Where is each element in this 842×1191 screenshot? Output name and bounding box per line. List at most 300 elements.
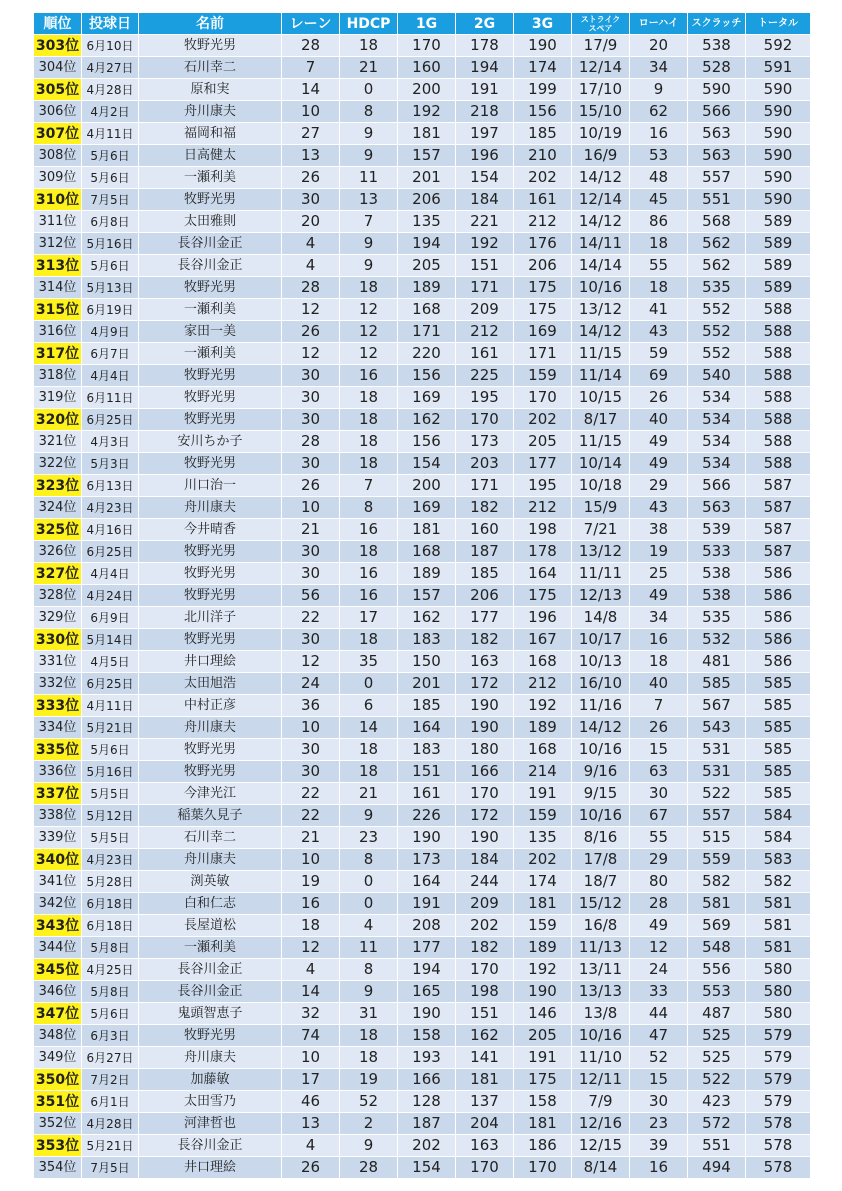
table-row	[34, 1025, 811, 1047]
total-cell: 588	[746, 387, 811, 409]
game1-cell: 201	[398, 167, 456, 189]
header-strike-spare	[572, 13, 630, 35]
hdcp-cell: 7	[340, 211, 398, 233]
low-high-cell: 49	[630, 453, 688, 475]
total-cell: 588	[746, 321, 811, 343]
game3-cell: 212	[514, 673, 572, 695]
table-row	[34, 233, 811, 255]
game1-cell: 169	[398, 387, 456, 409]
date-cell: 4月11日	[82, 695, 139, 717]
total-cell: 585	[746, 673, 811, 695]
table-row	[34, 1113, 811, 1135]
scratch-cell: 538	[688, 585, 746, 607]
rank-cell: 310位	[34, 189, 82, 211]
strike-spare-cell: 16/8	[572, 915, 630, 937]
low-high-cell: 69	[630, 365, 688, 387]
table-row	[34, 123, 811, 145]
table-row	[34, 453, 811, 475]
date-cell: 6月18日	[82, 915, 139, 937]
date-cell: 4月11日	[82, 123, 139, 145]
rank-cell: 314位	[34, 277, 82, 299]
name-cell: 牧野光男	[139, 629, 282, 651]
scratch-cell: 548	[688, 937, 746, 959]
date-cell: 7月2日	[82, 1069, 139, 1091]
lane-cell: 21	[282, 827, 340, 849]
date-cell: 5月6日	[82, 1003, 139, 1025]
hdcp-cell: 12	[340, 321, 398, 343]
total-cell: 587	[746, 541, 811, 563]
game1-cell: 162	[398, 607, 456, 629]
date-cell: 5月8日	[82, 981, 139, 1003]
total-cell: 587	[746, 519, 811, 541]
date-cell: 6月3日	[82, 1025, 139, 1047]
strike-spare-cell: 12/14	[572, 57, 630, 79]
game2-cell: 182	[456, 497, 514, 519]
rank-cell: 315位	[34, 299, 82, 321]
lane-cell: 30	[282, 563, 340, 585]
game3-cell: 212	[514, 497, 572, 519]
name-cell: 牧野光男	[139, 365, 282, 387]
lane-cell: 28	[282, 277, 340, 299]
lane-cell: 46	[282, 1091, 340, 1113]
lane-cell: 28	[282, 35, 340, 57]
hdcp-cell: 18	[340, 431, 398, 453]
total-cell: 584	[746, 827, 811, 849]
date-cell: 6月8日	[82, 211, 139, 233]
name-cell: 牧野光男	[139, 761, 282, 783]
rank-cell: 341位	[34, 871, 82, 893]
table-row	[34, 893, 811, 915]
game2-cell: 194	[456, 57, 514, 79]
game2-cell: 171	[456, 475, 514, 497]
game2-cell: 151	[456, 1003, 514, 1025]
table-row	[34, 79, 811, 101]
scratch-cell: 590	[688, 79, 746, 101]
strike-spare-cell: 10/17	[572, 629, 630, 651]
strike-spare-cell: 11/13	[572, 937, 630, 959]
rank-cell: 338位	[34, 805, 82, 827]
game3-cell: 169	[514, 321, 572, 343]
lane-cell: 30	[282, 189, 340, 211]
hdcp-cell: 8	[340, 497, 398, 519]
strike-spare-cell: 11/14	[572, 365, 630, 387]
total-cell: 580	[746, 1003, 811, 1025]
header-low-high: ローハイ	[630, 13, 688, 35]
date-cell: 5月14日	[82, 629, 139, 651]
date-cell: 4月27日	[82, 57, 139, 79]
low-high-cell: 34	[630, 607, 688, 629]
low-high-cell: 16	[630, 1157, 688, 1179]
game3-cell: 167	[514, 629, 572, 651]
hdcp-cell: 18	[340, 277, 398, 299]
low-high-cell: 39	[630, 1135, 688, 1157]
game1-cell: 164	[398, 717, 456, 739]
hdcp-cell: 9	[340, 1135, 398, 1157]
hdcp-cell: 28	[340, 1157, 398, 1179]
table-row	[34, 277, 811, 299]
scratch-cell: 534	[688, 431, 746, 453]
lane-cell: 26	[282, 475, 340, 497]
scratch-cell: 557	[688, 805, 746, 827]
table-row	[34, 387, 811, 409]
scratch-cell: 534	[688, 409, 746, 431]
game1-cell: 220	[398, 343, 456, 365]
hdcp-cell: 8	[340, 959, 398, 981]
strike-spare-cell: 10/19	[572, 123, 630, 145]
scratch-cell: 567	[688, 695, 746, 717]
total-cell: 578	[746, 1135, 811, 1157]
total-cell: 580	[746, 959, 811, 981]
rank-cell: 304位	[34, 57, 82, 79]
table-row	[34, 563, 811, 585]
game1-cell: 200	[398, 79, 456, 101]
lane-cell: 13	[282, 145, 340, 167]
low-high-cell: 29	[630, 849, 688, 871]
game1-cell: 166	[398, 1069, 456, 1091]
date-cell: 4月3日	[82, 431, 139, 453]
game2-cell: 180	[456, 739, 514, 761]
strike-spare-cell: 12/13	[572, 585, 630, 607]
total-cell: 592	[746, 35, 811, 57]
scratch-cell: 572	[688, 1113, 746, 1135]
total-cell: 583	[746, 849, 811, 871]
scratch-cell: 566	[688, 475, 746, 497]
game1-cell: 208	[398, 915, 456, 937]
low-high-cell: 67	[630, 805, 688, 827]
table-row	[34, 1091, 811, 1113]
game2-cell: 170	[456, 1157, 514, 1179]
date-cell: 6月11日	[82, 387, 139, 409]
game3-cell: 190	[514, 35, 572, 57]
game2-cell: 160	[456, 519, 514, 541]
total-cell: 587	[746, 497, 811, 519]
lane-cell: 22	[282, 783, 340, 805]
name-cell: 加藤敏	[139, 1069, 282, 1091]
date-cell: 4月23日	[82, 849, 139, 871]
date-cell: 4月2日	[82, 101, 139, 123]
lane-cell: 17	[282, 1069, 340, 1091]
low-high-cell: 43	[630, 321, 688, 343]
scratch-cell: 563	[688, 145, 746, 167]
rank-cell: 337位	[34, 783, 82, 805]
game3-cell: 168	[514, 739, 572, 761]
game1-cell: 194	[398, 959, 456, 981]
scratch-cell: 585	[688, 673, 746, 695]
rank-cell: 353位	[34, 1135, 82, 1157]
lane-cell: 26	[282, 321, 340, 343]
table-body	[34, 35, 811, 1179]
total-cell: 585	[746, 717, 811, 739]
hdcp-cell: 17	[340, 607, 398, 629]
name-cell: 牧野光男	[139, 409, 282, 431]
scratch-cell: 531	[688, 739, 746, 761]
total-cell: 590	[746, 123, 811, 145]
scratch-cell: 522	[688, 1069, 746, 1091]
rank-cell: 312位	[34, 233, 82, 255]
name-cell: 福岡和福	[139, 123, 282, 145]
low-high-cell: 30	[630, 1091, 688, 1113]
scratch-cell: 538	[688, 563, 746, 585]
rank-cell: 331位	[34, 651, 82, 673]
strike-spare-cell: 10/16	[572, 1025, 630, 1047]
scratch-cell: 533	[688, 541, 746, 563]
scratch-cell: 552	[688, 321, 746, 343]
rank-cell: 336位	[34, 761, 82, 783]
name-cell: 牧野光男	[139, 563, 282, 585]
lane-cell: 10	[282, 497, 340, 519]
table-row	[34, 167, 811, 189]
strike-spare-cell: 16/10	[572, 673, 630, 695]
low-high-cell: 33	[630, 981, 688, 1003]
lane-cell: 56	[282, 585, 340, 607]
date-cell: 5月5日	[82, 827, 139, 849]
rank-cell: 313位	[34, 255, 82, 277]
game1-cell: 162	[398, 409, 456, 431]
hdcp-cell: 21	[340, 783, 398, 805]
game3-cell: 168	[514, 651, 572, 673]
scratch-cell: 563	[688, 123, 746, 145]
strike-spare-cell: 8/16	[572, 827, 630, 849]
lane-cell: 12	[282, 343, 340, 365]
scratch-cell: 539	[688, 519, 746, 541]
name-cell: 長谷川金正	[139, 233, 282, 255]
scratch-cell: 522	[688, 783, 746, 805]
game1-cell: 169	[398, 497, 456, 519]
rank-cell: 305位	[34, 79, 82, 101]
total-cell: 586	[746, 651, 811, 673]
name-cell: 一瀬利美	[139, 167, 282, 189]
rank-cell: 335位	[34, 739, 82, 761]
lane-cell: 14	[282, 981, 340, 1003]
total-cell: 581	[746, 937, 811, 959]
lane-cell: 30	[282, 453, 340, 475]
low-high-cell: 19	[630, 541, 688, 563]
date-cell: 6月25日	[82, 541, 139, 563]
game2-cell: 204	[456, 1113, 514, 1135]
total-cell: 584	[746, 805, 811, 827]
rank-cell: 320位	[34, 409, 82, 431]
low-high-cell: 16	[630, 123, 688, 145]
total-cell: 586	[746, 607, 811, 629]
game1-cell: 190	[398, 827, 456, 849]
scratch-cell: 559	[688, 849, 746, 871]
date-cell: 5月6日	[82, 739, 139, 761]
name-cell: 白和仁志	[139, 893, 282, 915]
hdcp-cell: 0	[340, 673, 398, 695]
total-cell: 579	[746, 1069, 811, 1091]
scratch-cell: 423	[688, 1091, 746, 1113]
scratch-cell: 552	[688, 299, 746, 321]
low-high-cell: 15	[630, 1069, 688, 1091]
game2-cell: 182	[456, 937, 514, 959]
game3-cell: 191	[514, 1047, 572, 1069]
lane-cell: 12	[282, 299, 340, 321]
game2-cell: 197	[456, 123, 514, 145]
lane-cell: 30	[282, 739, 340, 761]
lane-cell: 26	[282, 1157, 340, 1179]
rank-cell: 324位	[34, 497, 82, 519]
table-row	[34, 57, 811, 79]
hdcp-cell: 31	[340, 1003, 398, 1025]
game2-cell: 184	[456, 189, 514, 211]
table-row	[34, 959, 811, 981]
lane-cell: 13	[282, 1113, 340, 1135]
game2-cell: 185	[456, 563, 514, 585]
hdcp-cell: 6	[340, 695, 398, 717]
game3-cell: 135	[514, 827, 572, 849]
hdcp-cell: 12	[340, 299, 398, 321]
low-high-cell: 34	[630, 57, 688, 79]
game3-cell: 202	[514, 409, 572, 431]
low-high-cell: 29	[630, 475, 688, 497]
scratch-cell: 515	[688, 827, 746, 849]
low-high-cell: 7	[630, 695, 688, 717]
game3-cell: 195	[514, 475, 572, 497]
game1-cell: 193	[398, 1047, 456, 1069]
hdcp-cell: 13	[340, 189, 398, 211]
scratch-cell: 535	[688, 277, 746, 299]
rank-cell: 346位	[34, 981, 82, 1003]
strike-spare-cell: 11/15	[572, 431, 630, 453]
game2-cell: 225	[456, 365, 514, 387]
low-high-cell: 59	[630, 343, 688, 365]
date-cell: 6月19日	[82, 299, 139, 321]
strike-spare-cell: 11/10	[572, 1047, 630, 1069]
total-cell: 588	[746, 409, 811, 431]
date-cell: 4月28日	[82, 1113, 139, 1135]
total-cell: 590	[746, 167, 811, 189]
name-cell: 牧野光男	[139, 585, 282, 607]
game1-cell: 191	[398, 893, 456, 915]
game3-cell: 212	[514, 211, 572, 233]
low-high-cell: 9	[630, 79, 688, 101]
total-cell: 591	[746, 57, 811, 79]
rank-cell: 319位	[34, 387, 82, 409]
name-cell: 鬼頭智恵子	[139, 1003, 282, 1025]
game2-cell: 170	[456, 783, 514, 805]
low-high-cell: 49	[630, 431, 688, 453]
scratch-cell: 540	[688, 365, 746, 387]
game2-cell: 170	[456, 959, 514, 981]
game1-cell: 168	[398, 541, 456, 563]
hdcp-cell: 4	[340, 915, 398, 937]
game1-cell: 135	[398, 211, 456, 233]
lane-cell: 14	[282, 79, 340, 101]
header-spare-label: スペア	[588, 23, 613, 33]
low-high-cell: 48	[630, 167, 688, 189]
table-row	[34, 1157, 811, 1179]
hdcp-cell: 0	[340, 79, 398, 101]
game2-cell: 202	[456, 915, 514, 937]
date-cell: 4月9日	[82, 321, 139, 343]
total-cell: 582	[746, 871, 811, 893]
game2-cell: 166	[456, 761, 514, 783]
game1-cell: 156	[398, 431, 456, 453]
scratch-cell: 551	[688, 189, 746, 211]
name-cell: 牧野光男	[139, 277, 282, 299]
hdcp-cell: 9	[340, 123, 398, 145]
game2-cell: 203	[456, 453, 514, 475]
lane-cell: 30	[282, 761, 340, 783]
scratch-cell: 528	[688, 57, 746, 79]
rank-cell: 311位	[34, 211, 82, 233]
header-total: トータル	[746, 13, 811, 35]
strike-spare-cell: 13/13	[572, 981, 630, 1003]
table-row	[34, 673, 811, 695]
name-cell: 太田雅則	[139, 211, 282, 233]
date-cell: 5月12日	[82, 805, 139, 827]
low-high-cell: 16	[630, 629, 688, 651]
name-cell: 一瀬利美	[139, 937, 282, 959]
table-row	[34, 145, 811, 167]
scratch-cell: 538	[688, 35, 746, 57]
game2-cell: 209	[456, 299, 514, 321]
table-row	[34, 805, 811, 827]
table-row	[34, 585, 811, 607]
game3-cell: 192	[514, 959, 572, 981]
low-high-cell: 30	[630, 783, 688, 805]
name-cell: 川口治一	[139, 475, 282, 497]
name-cell: 稲葉久見子	[139, 805, 282, 827]
table-row	[34, 761, 811, 783]
game3-cell: 159	[514, 805, 572, 827]
lane-cell: 30	[282, 541, 340, 563]
strike-spare-cell: 14/12	[572, 167, 630, 189]
low-high-cell: 41	[630, 299, 688, 321]
name-cell: 牧野光男	[139, 453, 282, 475]
low-high-cell: 53	[630, 145, 688, 167]
table-row	[34, 343, 811, 365]
table-row	[34, 629, 811, 651]
strike-spare-cell: 8/14	[572, 1157, 630, 1179]
hdcp-cell: 7	[340, 475, 398, 497]
date-cell: 6月18日	[82, 893, 139, 915]
strike-spare-cell: 18/7	[572, 871, 630, 893]
strike-spare-cell: 10/18	[572, 475, 630, 497]
date-cell: 5月28日	[82, 871, 139, 893]
game3-cell: 146	[514, 1003, 572, 1025]
date-cell: 5月8日	[82, 937, 139, 959]
lane-cell: 4	[282, 233, 340, 255]
total-cell: 585	[746, 783, 811, 805]
game1-cell: 161	[398, 783, 456, 805]
game1-cell: 200	[398, 475, 456, 497]
low-high-cell: 40	[630, 409, 688, 431]
lane-cell: 12	[282, 937, 340, 959]
table-row	[34, 607, 811, 629]
game2-cell: 178	[456, 35, 514, 57]
low-high-cell: 43	[630, 497, 688, 519]
lane-cell: 28	[282, 431, 340, 453]
game1-cell: 185	[398, 695, 456, 717]
hdcp-cell: 52	[340, 1091, 398, 1113]
hdcp-cell: 9	[340, 255, 398, 277]
name-cell: 日高健太	[139, 145, 282, 167]
game3-cell: 175	[514, 1069, 572, 1091]
total-cell: 579	[746, 1025, 811, 1047]
low-high-cell: 44	[630, 1003, 688, 1025]
date-cell: 6月1日	[82, 1091, 139, 1113]
total-cell: 590	[746, 145, 811, 167]
game1-cell: 192	[398, 101, 456, 123]
game2-cell: 163	[456, 651, 514, 673]
scratch-cell: 562	[688, 255, 746, 277]
hdcp-cell: 16	[340, 585, 398, 607]
game1-cell: 157	[398, 585, 456, 607]
low-high-cell: 28	[630, 893, 688, 915]
game3-cell: 174	[514, 57, 572, 79]
name-cell: 今井晴香	[139, 519, 282, 541]
